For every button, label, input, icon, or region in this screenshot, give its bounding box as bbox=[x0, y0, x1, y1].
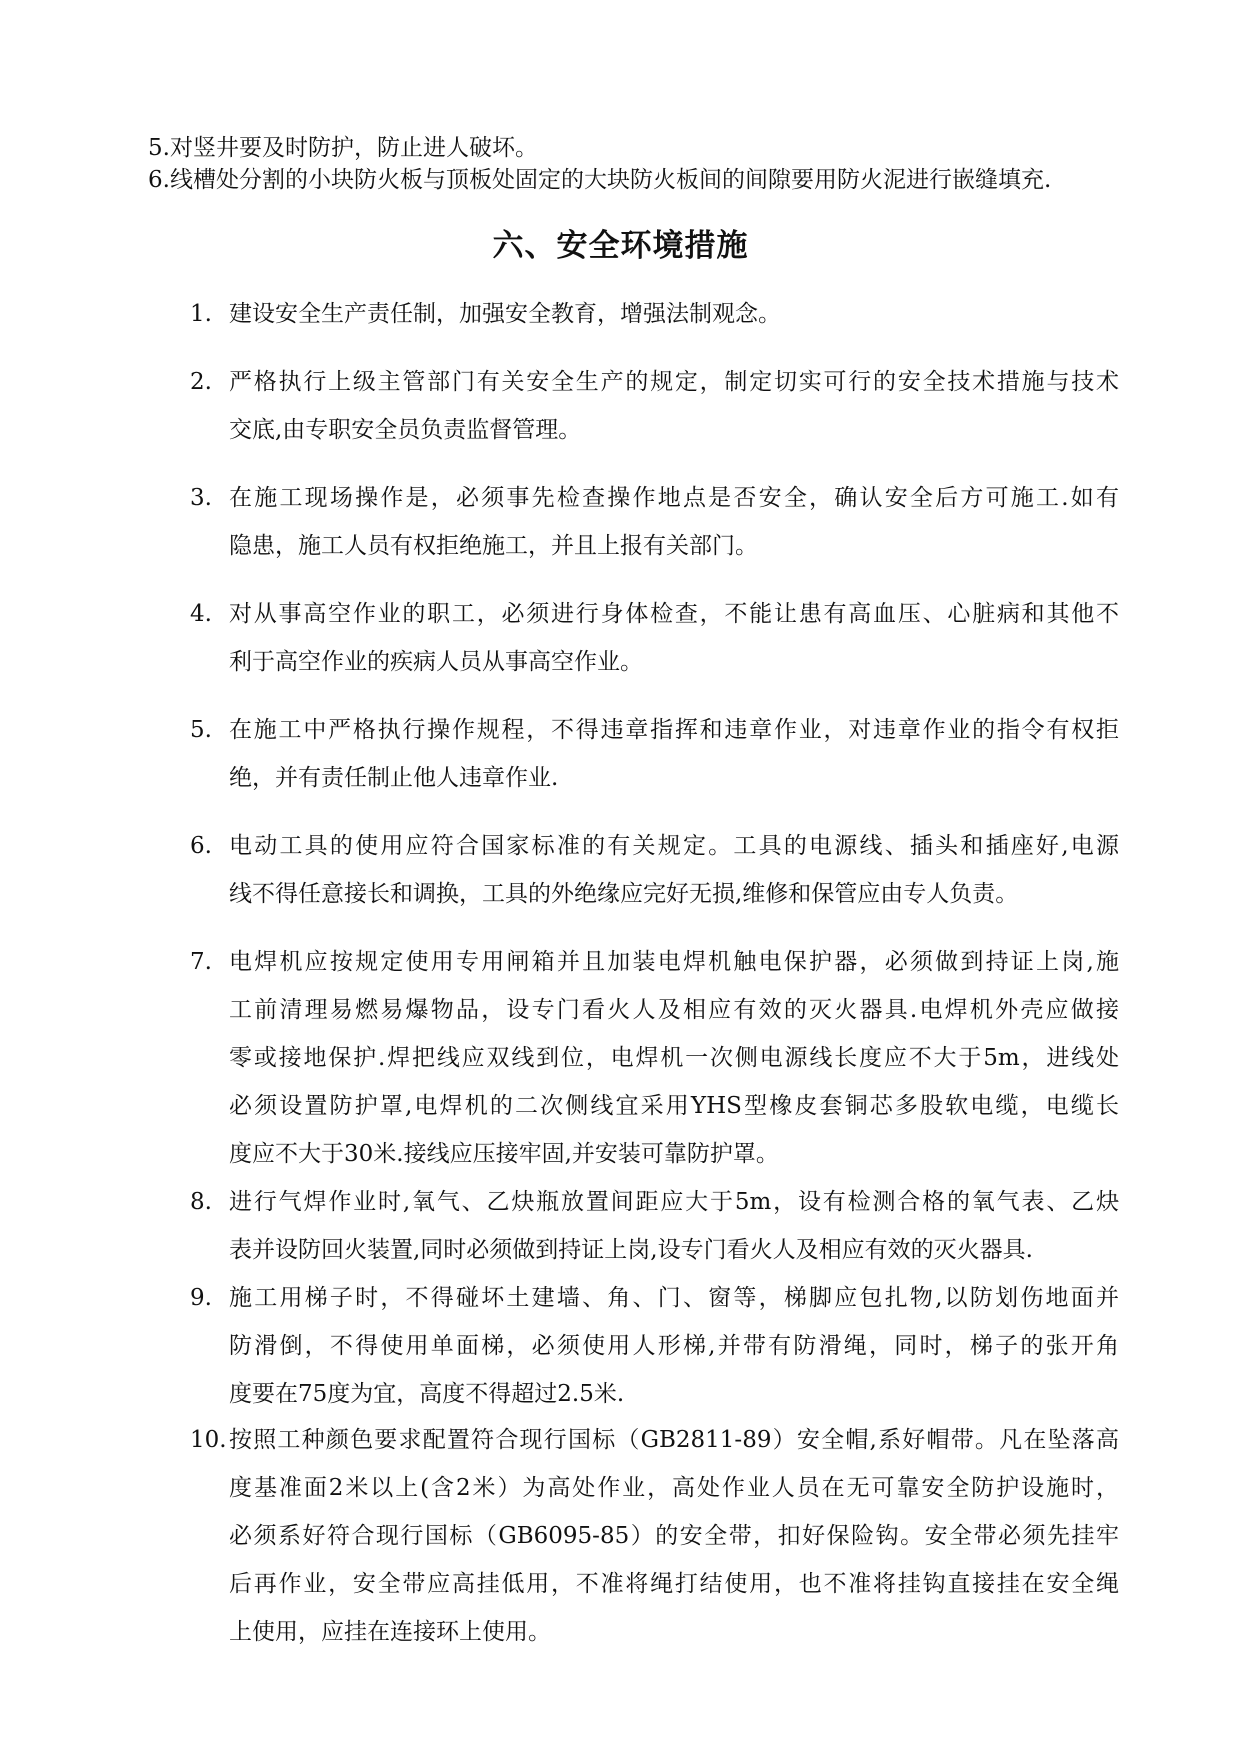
item-text bbox=[229, 290, 1119, 338]
item-number: 6. bbox=[190, 833, 212, 859]
item-number: 9. bbox=[190, 1285, 212, 1311]
item-line: 电焊机应按规定使用专用闸箱并且加装电焊机触电保护器，必须做到持证上岗,施 bbox=[229, 949, 1119, 975]
item-text bbox=[229, 358, 1119, 454]
item-number: 4. bbox=[190, 601, 212, 627]
item-line: 对从事高空作业的职工，必须进行身体检查，不能让患有高血压、心脏病和其他不 bbox=[229, 601, 1119, 627]
item-line: 按照工种颜色要求配置符合现行国标（GB2811-89）安全帽,系好帽带。凡在坠落高 bbox=[229, 1427, 1119, 1453]
item-number: 7. bbox=[190, 949, 212, 975]
item-line: 工前清理易燃易爆物品，设专门看火人及相应有效的灭火器具.电焊机外壳应做接 bbox=[229, 997, 1119, 1023]
item-number: 8. bbox=[190, 1189, 212, 1215]
item-line: 利于高空作业的疾病人员从事高空作业。 bbox=[229, 649, 643, 675]
item-line: 进行气焊作业时,氧气、乙炔瓶放置间距应大于5m，设有检测合格的氧气表、乙炔 bbox=[229, 1189, 1119, 1215]
item-line: 严格执行上级主管部门有关安全生产的规定，制定切实可行的安全技术措施与技术 bbox=[229, 369, 1119, 395]
item-text bbox=[229, 590, 1119, 686]
item-line: 绝，并有责任制止他人违章作业. bbox=[229, 765, 559, 791]
item-line: 必须系好符合现行国标（GB6095-85）的安全带，扣好保险钩。安全带必须先挂牢 bbox=[229, 1523, 1119, 1549]
section-heading: 六、安全环境措施 bbox=[492, 228, 749, 264]
item-number: 2. bbox=[190, 369, 212, 395]
item-line: 交底,由专职安全员负责监督管理。 bbox=[229, 417, 582, 443]
item-line: 建设安全生产责任制，加强安全教育，增强法制观念。 bbox=[229, 301, 781, 327]
item-line: 在施工现场操作是，必须事先检查操作地点是否安全，确认安全后方可施工.如有 bbox=[229, 485, 1119, 511]
item-line: 零或接地保护.焊把线应双线到位，电焊机一次侧电源线长度应不大于5m，进线处 bbox=[229, 1045, 1119, 1071]
item-line: 防滑倒，不得使用单面梯，必须使用人形梯,并带有防滑绳，同时，梯子的张开角 bbox=[229, 1333, 1119, 1359]
item-text bbox=[229, 1178, 1119, 1274]
item-line: 必须设置防护罩,电焊机的二次侧线宜采用YHS型橡皮套铜芯多股软电缆，电缆长 bbox=[229, 1093, 1119, 1119]
item-line: 度要在75度为宜，高度不得超过2.5米. bbox=[229, 1381, 625, 1407]
item-text bbox=[229, 1274, 1119, 1418]
item-line: 电动工具的使用应符合国家标准的有关规定。工具的电源线、插头和插座好,电源 bbox=[229, 833, 1119, 859]
item-line: 上使用，应挂在连接环上使用。 bbox=[229, 1619, 551, 1645]
item-text bbox=[229, 822, 1119, 918]
item-text bbox=[229, 1416, 1119, 1656]
item-line: 线不得任意接长和调换，工具的外绝缘应完好无损,维修和保管应由专人负责。 bbox=[229, 881, 1019, 907]
item-line: 在施工中严格执行操作规程，不得违章指挥和违章作业，对违章作业的指令有权拒 bbox=[229, 717, 1119, 743]
item-line: 度基准面2米以上(含2米）为高处作业，高处作业人员在无可靠安全防护设施时， bbox=[229, 1475, 1119, 1501]
pre-line-5: 5.对竖井要及时防护，防止进人破坏。 bbox=[148, 135, 538, 161]
item-line: 后再作业，安全带应高挂低用，不准将绳打结使用，也不准将挂钩直接挂在安全绳 bbox=[229, 1571, 1119, 1597]
item-number: 5. bbox=[190, 717, 212, 743]
item-text bbox=[229, 938, 1119, 1178]
pre-line-6: 6.线槽处分割的小块防火板与顶板处固定的大块防火板间的间隙要用防火泥进行嵌缝填充. bbox=[148, 167, 1052, 193]
item-line: 隐患，施工人员有权拒绝施工，并且上报有关部门。 bbox=[229, 533, 758, 559]
item-line: 施工用梯子时，不得碰坏土建墙、角、门、窗等，梯脚应包扎物,以防划伤地面并 bbox=[229, 1285, 1119, 1311]
item-line: 度应不大于30米.接线应压接牢固,并安装可靠防护罩。 bbox=[229, 1141, 779, 1167]
item-text bbox=[229, 706, 1119, 802]
item-number: 10. bbox=[190, 1427, 227, 1453]
item-text bbox=[229, 474, 1119, 570]
item-line: 表并设防回火装置,同时必须做到持证上岗,设专门看火人及相应有效的灭火器具. bbox=[229, 1237, 1033, 1263]
item-number: 1. bbox=[190, 301, 212, 327]
item-number: 3. bbox=[190, 485, 212, 511]
